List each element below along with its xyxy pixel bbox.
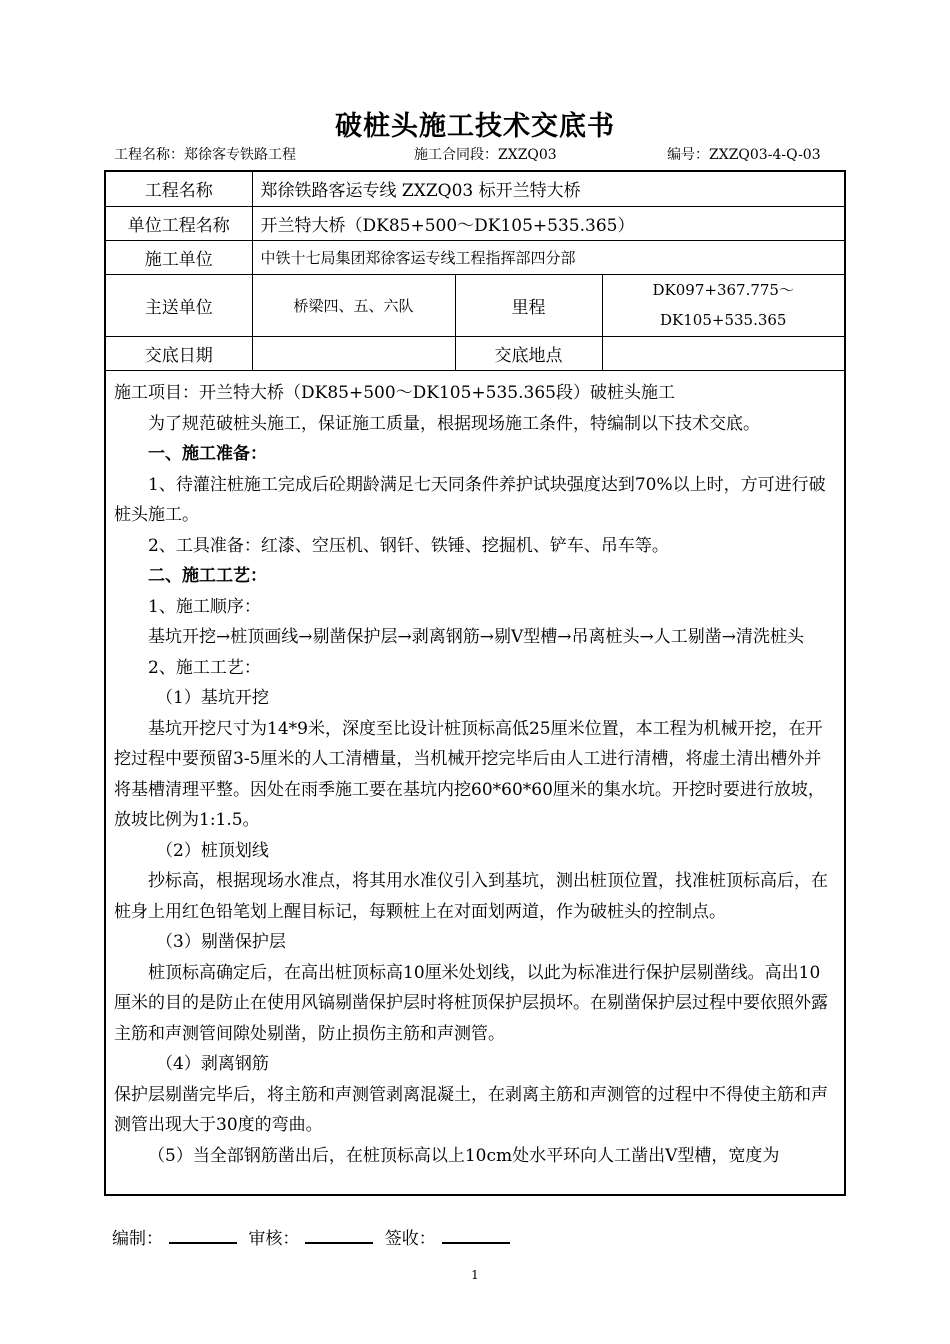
compile-label: 编制： — [112, 1229, 163, 1249]
sender-value: 桥梁四、五、六队 — [252, 274, 455, 336]
contractor-value: 中铁十七局集团郑徐客运专线工程指挥部四分部 — [252, 240, 844, 274]
meta-project: 工程名称：郑徐客专铁路工程 — [114, 147, 296, 163]
review-signature-line[interactable] — [305, 1228, 373, 1244]
project-name-value: 郑徐铁路客运专线 ZXZQ03 标开兰特大桥 — [252, 172, 844, 206]
step-text-1: 基坑开挖尺寸为14*9米，深度至比设计桩顶标高低25厘米位置，本工程为机械开挖，在开挖过程中要预留3-5厘米的人工清槽量，当机械开挖完毕后由人工进行清槽，将虚土清出槽外并将基槽清理平整。因处在雨季施工要在基坑内挖60*60*60厘米的集水坑。开挖时要进行放坡，放坡比例为1:1.5。 — [114, 718, 825, 830]
step-heading-1: （1）基坑开挖 — [156, 688, 269, 708]
signature-row — [112, 1224, 516, 1249]
place-label: 交底地点 — [455, 336, 602, 370]
mileage-line-2: DK105+535.365 — [660, 311, 787, 329]
preparation-item-1: 1、待灌注桩施工完成后砼期龄满足七天同条件养护试块强度达到70%以上时，方可进行破桩头施工。 — [114, 474, 826, 525]
unit-value: 开兰特大桥（DK85+500～DK105+535.365） — [252, 206, 844, 240]
meta-code: 编号：ZXZQ03-4-Q-03 — [667, 147, 821, 163]
date-label: 交底日期 — [106, 336, 252, 370]
compile-signature-line[interactable] — [169, 1228, 237, 1244]
step-heading-4: （4）剥离钢筋 — [156, 1054, 269, 1074]
info-table — [106, 172, 844, 371]
disclosure-body — [106, 378, 844, 1171]
process-heading: 2、施工工艺： — [148, 657, 261, 678]
step-text-3: 桩顶标高确定后，在高出桩顶标高10厘米处划线，以此为标准进行保护层剔凿线。高出10厘米的目的是防止在使用风镐剔凿保护层时将桩顶保护层损坏。在剔凿保护层过程中要依照外露主筋和声测管间隙处剔凿，防止损伤主筋和声测管。 — [114, 962, 828, 1044]
place-value — [602, 336, 844, 370]
date-value — [252, 336, 455, 370]
contractor-label: 施工单位 — [106, 240, 252, 274]
page-number: 1 — [471, 1268, 479, 1282]
preparation-item-2: 2、工具准备：红漆、空压机、钢钎、铁锤、挖掘机、铲车、吊车等。 — [148, 535, 669, 556]
meta-contract: 施工合同段：ZXZQ03 — [414, 147, 557, 163]
mileage-value — [602, 274, 844, 336]
unit-label: 单位工程名称 — [106, 206, 252, 240]
step-heading-3: （3）剔凿保护层 — [156, 932, 286, 952]
section-heading-preparation: 一、施工准备： — [148, 444, 267, 464]
disclosure-form — [104, 170, 846, 1196]
sender-label: 主送单位 — [106, 274, 252, 336]
review-label: 审核： — [248, 1229, 300, 1249]
construction-item: 施工项目：开兰特大桥（DK85+500～DK105+535.365段）破桩头施工 — [114, 383, 675, 403]
document-title: 破桩头施工技术交底书 — [335, 111, 615, 142]
receive-label: 签收： — [384, 1229, 436, 1249]
step-text-2: 抄标高，根据现场水准点，将其用水准仪引入到基坑，测出桩顶位置，找准桩顶标高后，在桩身上用红色铅笔划上醒目标记，每颗桩上在对面划两道，作为破桩头的控制点。 — [114, 871, 828, 922]
process-order: 基坑开挖→桩顶画线→剔凿保护层→剥离钢筋→剔V型槽→吊离桩头→人工剔凿→清洗桩头 — [148, 627, 804, 647]
step-heading-2: （2）桩顶划线 — [156, 840, 269, 861]
mileage-line-1: DK097+367.775～ — [652, 281, 794, 299]
receive-signature-line[interactable] — [442, 1228, 510, 1244]
mileage-label: 里程 — [455, 274, 602, 336]
step-text-5: （5）当全部钢筋凿出后，在桩顶标高以上10cm处水平环向人工凿出V型槽，宽度为 — [148, 1145, 780, 1166]
process-order-heading: 1、施工顺序： — [148, 596, 261, 617]
section-heading-process: 二、施工工艺： — [148, 566, 267, 586]
project-name-label: 工程名称 — [106, 172, 252, 206]
intro-paragraph: 为了规范破桩头施工，保证施工质量，根据现场施工条件，特编制以下技术交底。 — [148, 413, 760, 434]
step-text-4: 保护层剔凿完毕后，将主筋和声测管剥离混凝土，在剥离主筋和声测管的过程中不得使主筋和声测管出现大于30度的弯曲。 — [114, 1084, 828, 1135]
